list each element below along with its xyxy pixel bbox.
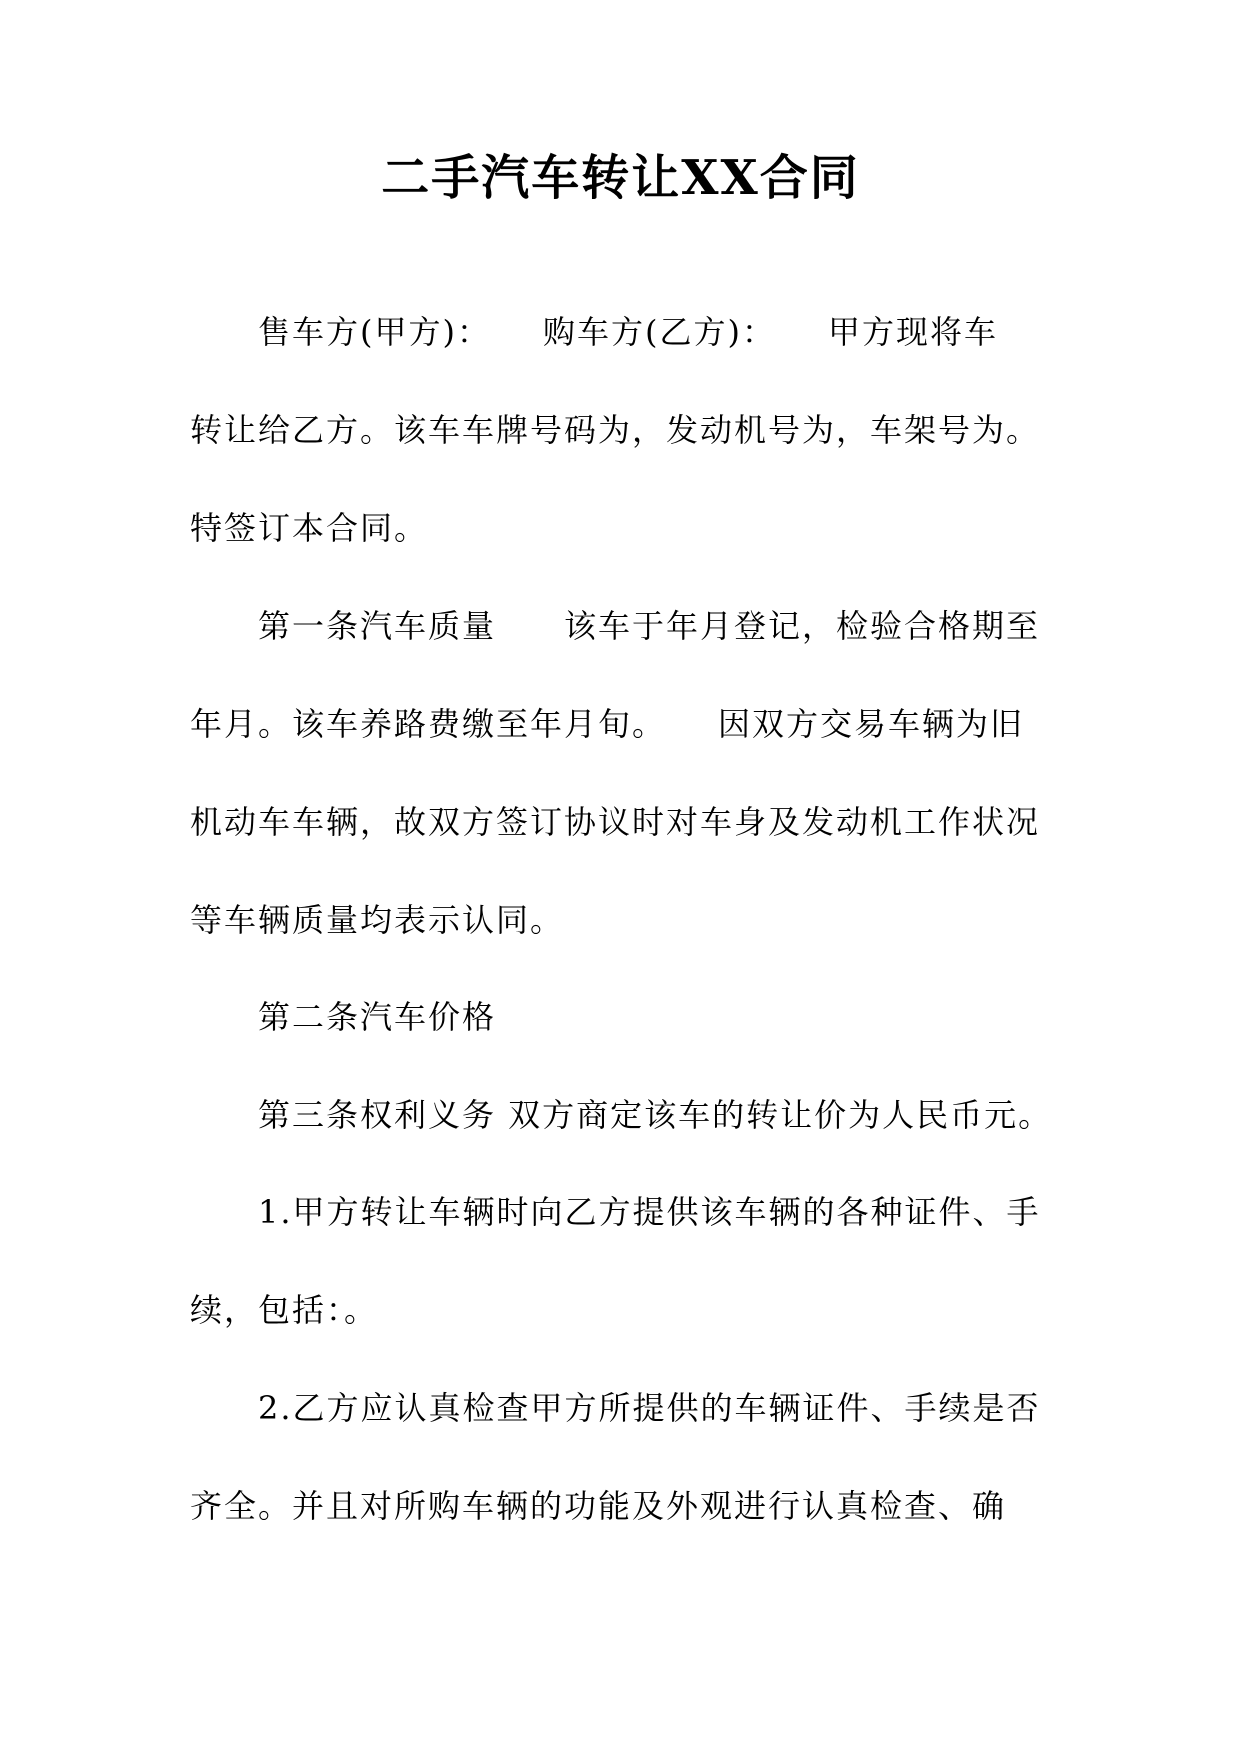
paragraph-line: 售车方(甲方)： 购车方(乙方)： 甲方现将车 [258, 313, 998, 351]
document-title: 二手汽车转让XX合同 [381, 150, 860, 206]
paragraph-line: 齐全。并且对所购车辆的功能及外观进行认真检查、确 [190, 1487, 1007, 1525]
paragraph-line: 等车辆质量均表示认同。 [190, 901, 565, 939]
paragraph-line: 转让给乙方。该车车牌号码为，发动机号为，车架号为。 [190, 411, 1041, 449]
paragraph-line: 特签订本合同。 [190, 509, 429, 547]
paragraph-line: 年月。该车养路费缴至年月旬。 因双方交易车辆为旧 [190, 705, 1025, 743]
paragraph-line: 机动车车辆，故双方签订协议时对车身及发动机工作状况 [190, 803, 1041, 841]
paragraph-line: 2.乙方应认真检查甲方所提供的车辆证件、手续是否 [258, 1389, 1041, 1427]
paragraph-line: 第二条汽车价格 [258, 998, 497, 1036]
paragraph-line: 续，包括：。 [190, 1291, 379, 1329]
paragraph-line: 第一条汽车质量 该车于年月登记，检验合格期至 [258, 607, 1041, 645]
paragraph-line: 1.甲方转让车辆时向乙方提供该车辆的各种证件、手 [258, 1193, 1041, 1231]
paragraph-line: 第三条权利义务 双方商定该车的转让价为人民币元。 [258, 1096, 1053, 1134]
